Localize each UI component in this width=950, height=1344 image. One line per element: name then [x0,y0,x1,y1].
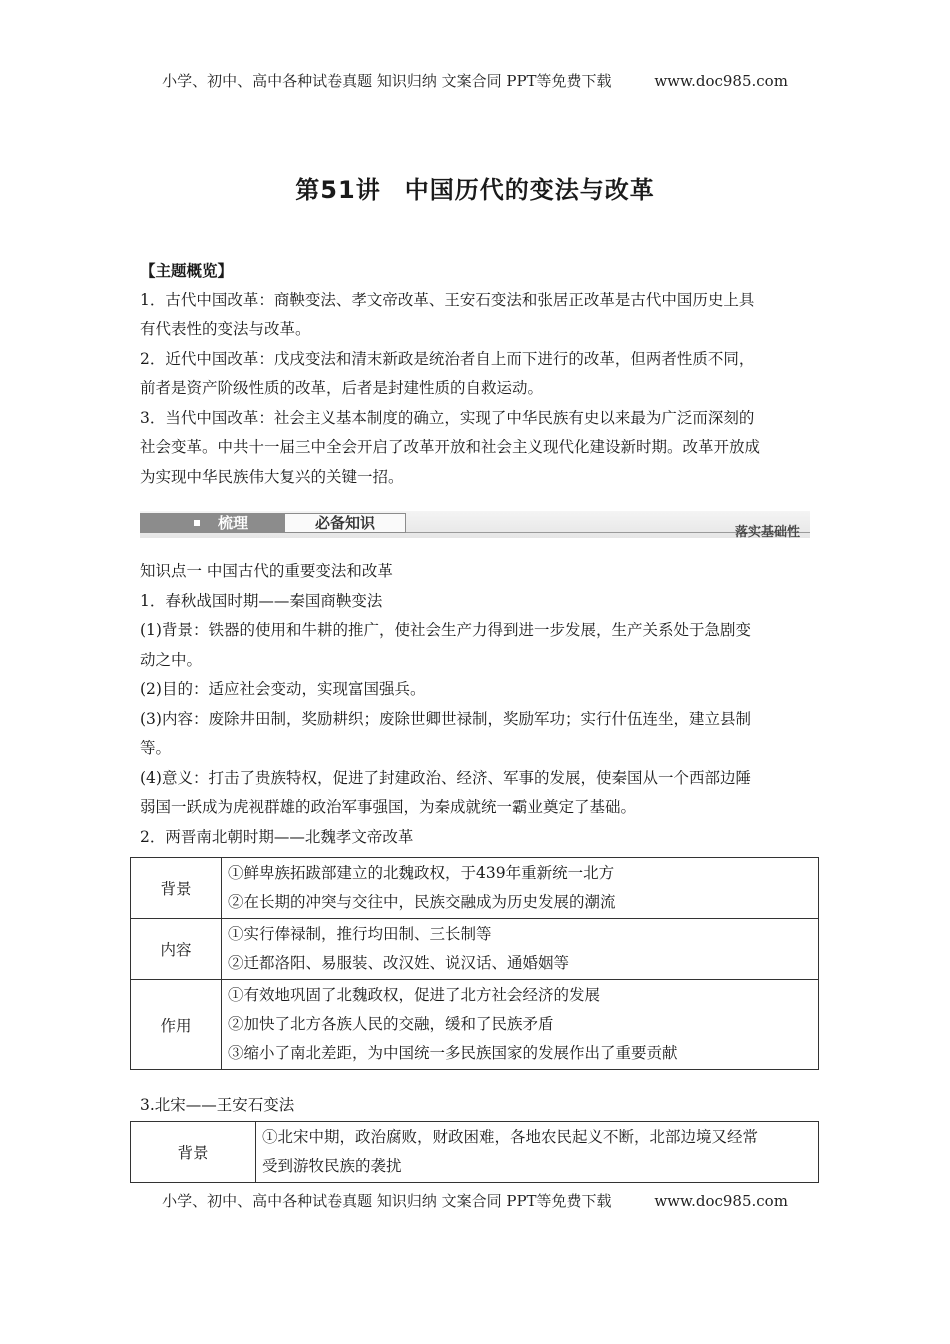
row-values [222,858,819,919]
page-footer [0,1190,950,1211]
row-key: 背景 [131,1122,256,1183]
wang-anshi-table [130,1121,819,1183]
overview-p3: 3．当代中国改革：社会主义基本制度的确立，实现了中华民族有史以来最为广泛而深刻的 [140,408,755,427]
row-values [256,1122,819,1183]
knowledge-point-title: 知识点一 中国古代的重要变法和改革 [140,562,393,580]
shang-yang-aim: (2)目的：适应社会变动，实现富国强兵。 [140,680,426,698]
header-site[interactable]: www.doc985.com [654,72,788,90]
page-header [0,70,950,91]
subsection-3-title: 3.北宋——王安石变法 [140,1096,295,1114]
lecture-number: 第51讲 [295,176,381,204]
row-key: 背景 [131,858,222,919]
table-row [131,858,819,919]
row-key: 内容 [131,919,222,980]
shang-yang-content-cont: 等。 [140,739,172,757]
shang-yang-background-cont: 动之中。 [140,650,203,669]
banner-light-tab: 必备知识 [284,513,406,533]
row-item: ①实行俸禄制，推行均田制、三长制等 [228,925,492,943]
overview-p1b: 有代表性的变法与改革。 [140,320,311,338]
row-item: ②在长期的冲突与交往中，民族交融成为历史发展的潮流 [228,893,616,911]
shang-yang-significance-cont: 弱国一跃成为虎视群雄的政治军事强国，为秦成就统一霸业奠定了基础。 [140,798,637,816]
banner-dark-tab [140,513,284,533]
row-item: ①鲜卑族拓跋部建立的北魏政权，于439年重新统一北方 [228,864,615,882]
row-item: ①有效地巩固了北魏政权，促进了北方社会经济的发展 [228,986,601,1004]
overview-heading: 【主题概览】 [140,261,234,280]
table-row [131,1122,819,1183]
section1 [140,557,815,852]
overview-p3c: 为实现中华民族伟大复兴的关键一招。 [140,467,404,486]
overview-section [140,256,815,492]
row-values [222,980,819,1070]
row-values [222,919,819,980]
subsection-1-title: 1．春秋战国时期——秦国商鞅变法 [140,591,383,610]
banner-right-label: 落实基础性 [734,525,800,540]
row-item: ②加快了北方各族人民的交融，缓和了民族矛盾 [228,1015,554,1033]
table-row [131,919,819,980]
row-item: ②迁都洛阳、易服装、改汉姓、说汉话、通婚姻等 [228,954,570,972]
row-item: 受到游牧民族的袭扰 [262,1157,402,1175]
shang-yang-background: (1)背景：铁器的使用和牛耕的推广，使社会生产力得到进一步发展，生产关系处于急剧变 [140,621,751,639]
shang-yang-significance: (4)意义：打击了贵族特权，促进了封建政治、经济、军事的发展，使秦国从一个西部边陲 [140,768,751,787]
header-text: 小学、初中、高中各种试卷真题 知识归纳 文案合同 PPT等免费下载 [162,72,612,90]
lecture-topic: 中国历代的变法与改革 [404,176,655,204]
overview-p3b: 社会变革。中共十一届三中全会开启了改革开放和社会主义现代化建设新时期。改革开放成 [140,438,761,456]
page-title [0,170,950,205]
xiaowen-table [130,857,819,1070]
section3 [140,1091,815,1121]
overview-p2b: 前者是资产阶级性质的改革，后者是封建性质的自救运动。 [140,379,544,397]
subsection-2-title: 2．两晋南北朝时期——北魏孝文帝改革 [140,827,414,846]
shang-yang-content: (3)内容：废除井田制，奖励耕织；废除世卿世禄制，奖励军功；实行什伍连坐，建立县制 [140,709,751,728]
row-key: 作用 [131,980,222,1070]
section-banner [140,511,810,538]
overview-p2: 2．近代中国改革：戊戌变法和清末新政是统治者自上而下进行的改革，但两者性质不同， [140,349,755,368]
banner-dark-label: 梳理 [218,514,249,532]
table-row [131,980,819,1070]
banner-square-icon [194,520,200,526]
footer-text: 小学、初中、高中各种试卷真题 知识归纳 文案合同 PPT等免费下载 [162,1192,612,1210]
row-item: ①北宋中期，政治腐败，财政困难，各地农民起义不断，北部边境又经常 [262,1128,759,1146]
overview-p1: 1．古代中国改革：商鞅变法、孝文帝改革、王安石变法和张居正改革是古代中国历史上具 [140,290,755,309]
row-item: ③缩小了南北差距，为中国统一多民族国家的发展作出了重要贡献 [228,1044,678,1062]
footer-site[interactable]: www.doc985.com [654,1192,788,1210]
